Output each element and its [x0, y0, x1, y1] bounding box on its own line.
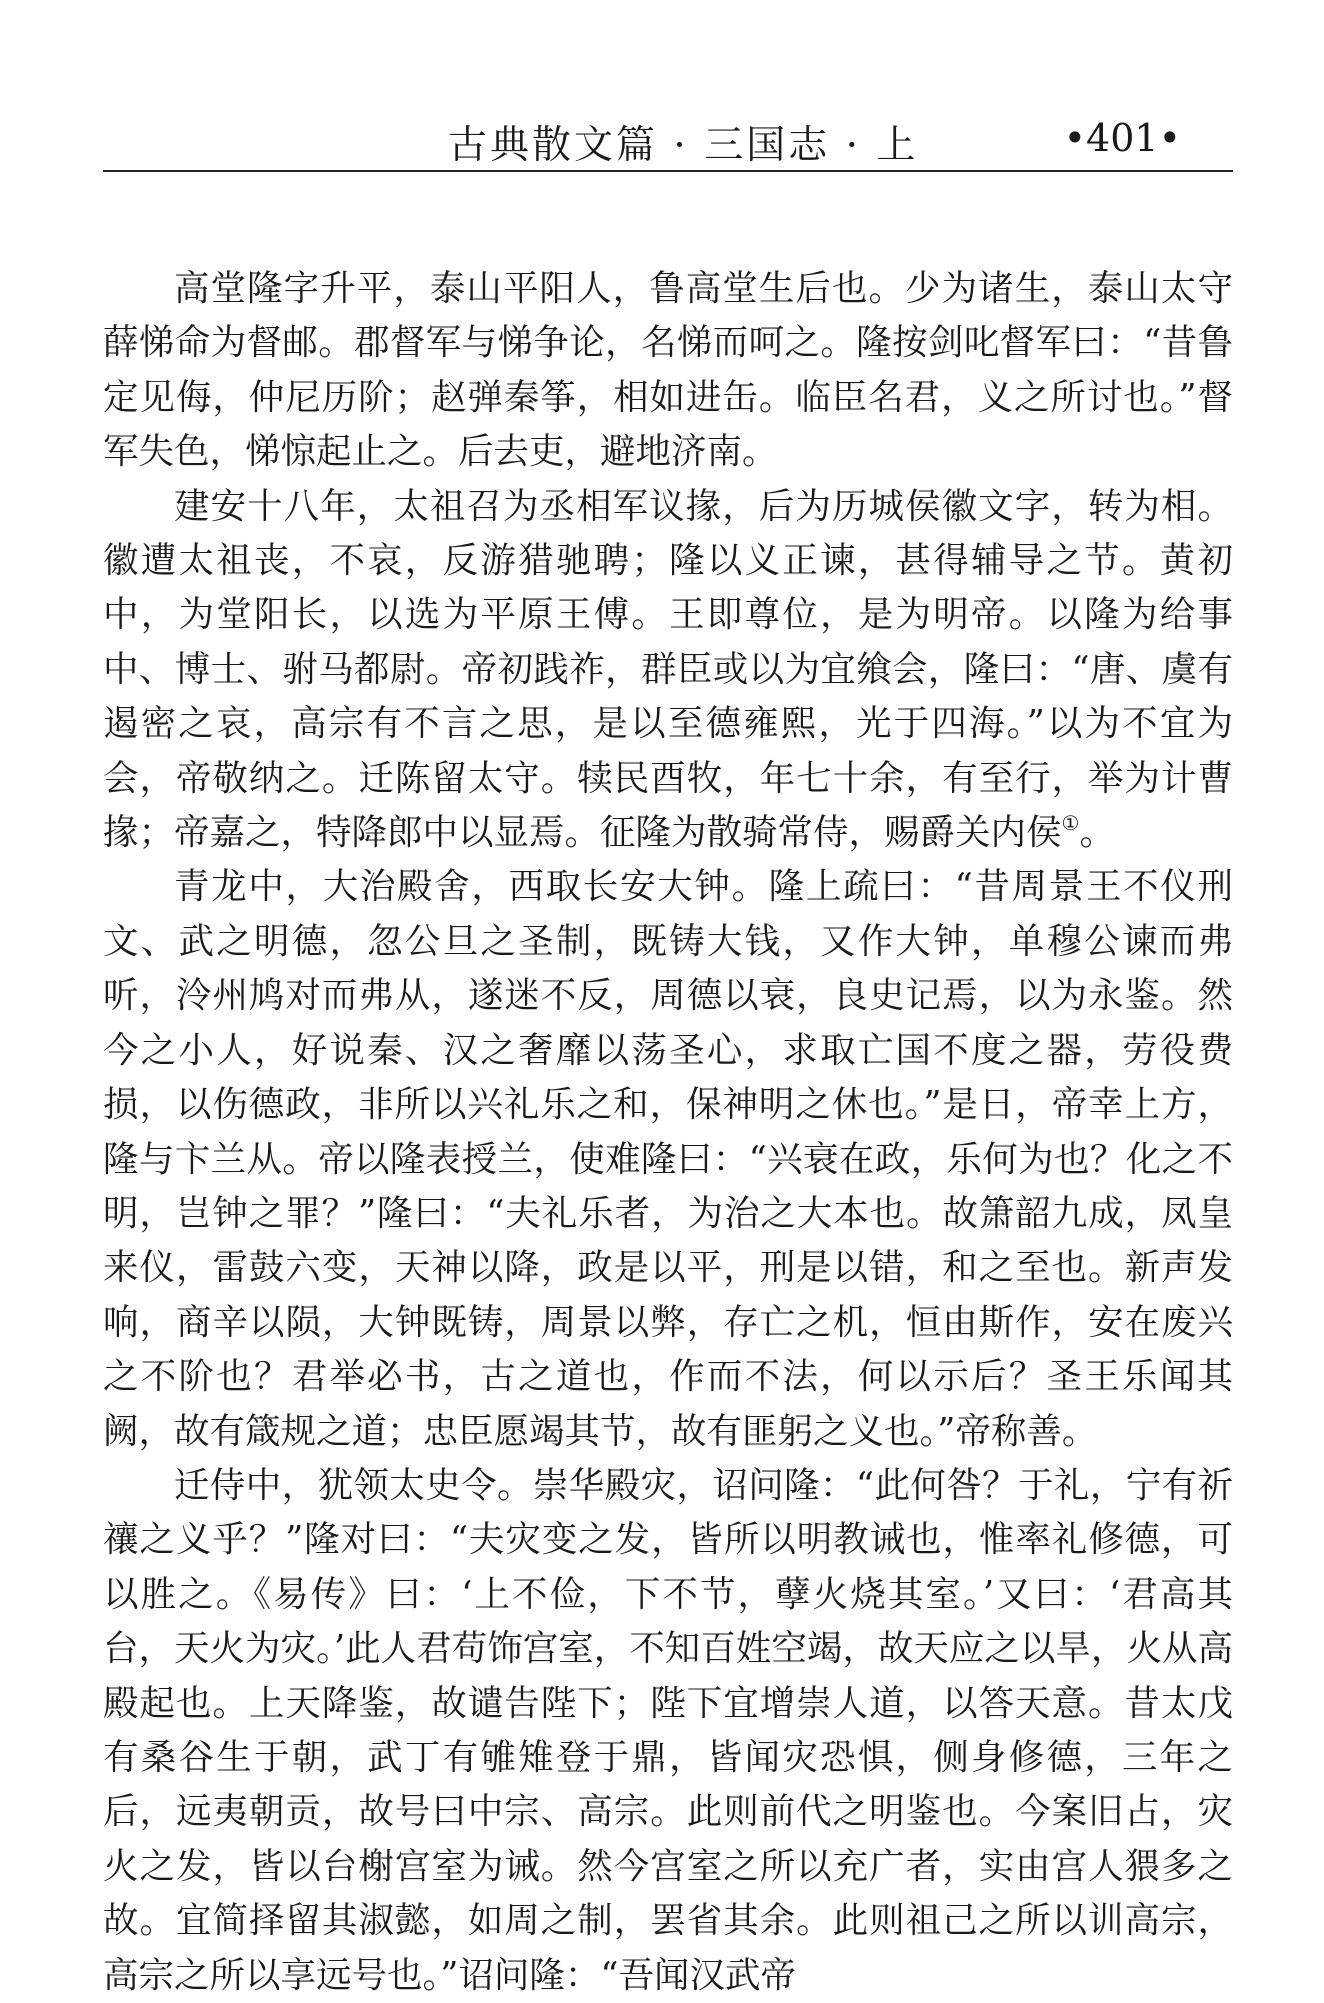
paragraph: [103, 262, 1233, 480]
paragraph-text: 高堂隆字升平，泰山平阳人，鲁高堂生后也。少为诸生，泰山太守薛悌命为督邮。郡督军与悌争论，名悌而呵之。隆按剑叱督军曰：“昔鲁定见侮，仲尼历阶；赵弹秦筝，相如进缶。临臣名君，义之所讨也。”督军失色，悌惊起止之。后去吏，避地济南。: [103, 268, 1233, 473]
header-title: 古典散文篇 · 三国志 · 上: [448, 123, 919, 168]
paragraph: [103, 860, 1233, 1458]
footnote-marker[interactable]: ①: [1061, 811, 1080, 836]
paragraph-text: 迁侍中，犹领太史令。崇华殿灾，诏问隆：“此何咎？于礼，宁有祈禳之义乎？”隆对曰：“夫灾变之发，皆所以明教诫也，惟率礼修德，可以胜之。《易传》曰：‘上不俭，下不节，孽火烧其室。’又曰：‘君高其台，天火为灾。’此人君苟饰宫室，不知百姓空竭，故天应之以旱，火从高殿起也。上天降鉴，故谴告陛下；陛下宜增崇人道，以答天意。昔太戊有桑谷生于朝，武丁有雊雉登于鼎，皆闻灾恐惧，侧身修德，三年之后，远夷朝贡，故号曰中宗、高宗。此则前代之明鉴也。今案旧占，灾火之发，皆以台榭宫室为诫。然今宫室之所以充广者，实由宫人猥多之故。宜简择留其淑懿，如周之制，罢省其余。此则祖己之所以训高宗，高宗之所以享远号也。”诏问隆：“吾闻汉武帝: [103, 1464, 1233, 1996]
page-number: •401•: [1063, 116, 1181, 160]
paragraph-text: 青龙中，大治殿舍，西取长安大钟。隆上疏曰：“昔周景王不仪刑文、武之明德，忽公旦之圣制，既铸大钱，又作大钟，单穆公谏而弗听，泠州鸠对而弗从，遂迷不反，周德以衰，良史记焉，以为永鉴。然今之小人，好说秦、汉之奢靡以荡圣心，求取亡国不度之器，劳役费损，以伤德政，非所以兴礼乐之和，保神明之休也。”是日，帝幸上方，隆与卞兰从。帝以隆表授兰，使难隆曰：“兴衰在政，乐何为也？化之不明，岂钟之罪？”隆曰：“夫礼乐者，为治之大本也。故箫韶九成，凤皇来仪，雷鼓六变，天神以降，政是以平，刑是以错，和之至也。新声发响，商辛以陨，大钟既铸，周景以弊，存亡之机，恒由斯作，安在废兴之不阶也？君举必书，古之道也，作而不法，何以示后？圣王乐闻其阙，故有箴规之道；忠臣愿竭其节，故有匪躬之义也。”帝称善。: [103, 866, 1233, 1452]
running-header: [103, 108, 1233, 172]
paragraph-tail: 。: [1079, 812, 1115, 854]
paragraph-text: 建安十八年，太祖召为丞相军议掾，后为历城侯徽文字，转为相。徽遭太祖丧，不哀，反游猎驰聘；隆以义正谏，甚得辅导之节。黄初中，为堂阳长，以选为平原王傅。王即尊位，是为明帝。以隆为给事中、博士、驸马都尉。帝初践祚，群臣或以为宜飨会，隆曰：“唐、虞有遏密之哀，高宗有不言之思，是以至德雍熙，光于四海。”以为不宜为会，帝敬纳之。迁陈留太守。犊民酉牧，年七十余，有至行，举为计曹掾；帝嘉之，特降郎中以显焉。征隆为散骑常侍，赐爵关内侯: [103, 485, 1233, 854]
paragraph: [103, 480, 1233, 861]
body-text: [103, 262, 1233, 2003]
paragraph: [103, 1459, 1233, 2003]
